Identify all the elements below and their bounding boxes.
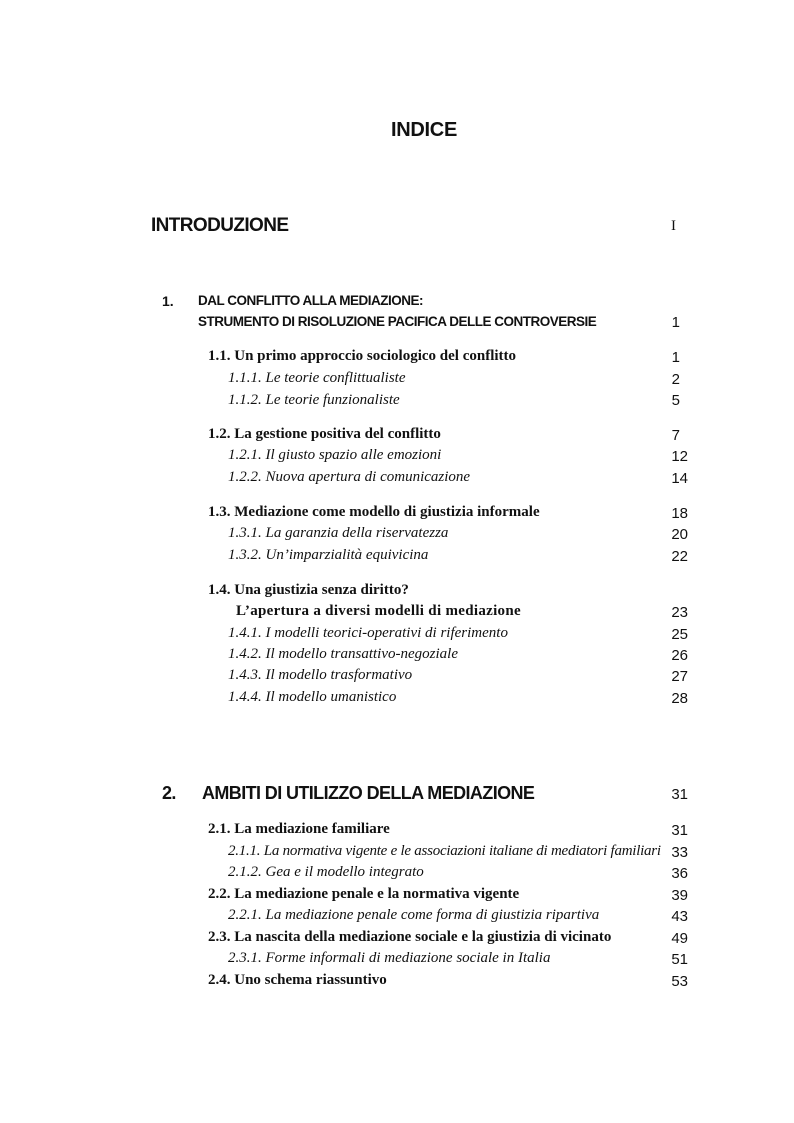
subsection-2-2-1[interactable]: 2.2.1. La mediazione penale come forma di giustizia ripartiva <box>228 907 600 923</box>
subsection-page: 33 <box>671 844 688 861</box>
subsection-page: 5 <box>671 392 680 409</box>
section-page: 18 <box>671 505 688 522</box>
subsection-1-4-1[interactable]: 1.4.1. I modelli teorici-operativi di riferimento <box>228 625 508 641</box>
section-2-1[interactable]: 2.1. La mediazione familiare <box>208 821 390 837</box>
section-page: 39 <box>671 887 688 904</box>
subsection-page: 12 <box>671 448 688 465</box>
section-1-1[interactable]: 1.1. Un primo approccio sociologico del conflitto <box>208 348 517 364</box>
subsection-2-1-2[interactable]: 2.1.2. Gea e il modello integrato <box>228 864 424 880</box>
subsection-2-3-1[interactable]: 2.3.1. Forme informali di mediazione sociale in Italia <box>228 950 551 966</box>
subsection-page: 36 <box>671 865 688 882</box>
subsection-page: 25 <box>671 626 688 643</box>
section-page: 31 <box>671 822 688 839</box>
chapter-2-page: 31 <box>671 786 688 803</box>
intro-label[interactable]: INTRODUZIONE <box>151 215 289 236</box>
subsection-1-1-2[interactable]: 1.1.2. Le teorie funzionaliste <box>228 392 400 408</box>
section-page: 23 <box>671 604 688 621</box>
subsection-1-2-1[interactable]: 1.2.1. Il giusto spazio alle emozioni <box>228 447 442 463</box>
subsection-page: 14 <box>671 470 688 487</box>
subsection-page: 51 <box>671 951 688 968</box>
chapter-2-title[interactable]: AMBITI DI UTILIZZO DELLA MEDIAZIONE <box>202 783 535 803</box>
section-1-2[interactable]: 1.2. La gestione positiva del conflitto <box>208 426 441 442</box>
section-page: 7 <box>671 427 680 444</box>
chapter-2-number: 2. <box>162 783 176 803</box>
subsection-1-4-2[interactable]: 1.4.2. Il modello transattivo-negoziale <box>228 646 458 662</box>
section-1-4-line2[interactable]: L’apertura a diversi modelli di mediazione <box>236 603 521 619</box>
subsection-1-3-1[interactable]: 1.3.1. La garanzia della riservatezza <box>228 525 449 541</box>
subsection-page: 22 <box>671 548 688 565</box>
page-title: INDICE <box>391 119 457 141</box>
section-page: 1 <box>671 349 680 366</box>
subsection-page: 20 <box>671 526 688 543</box>
subsection-2-1-1[interactable]: 2.1.1. La normativa vigente e le associazioni italiane di mediatori familiari <box>228 843 661 859</box>
chapter-1-number: 1. <box>162 293 174 309</box>
section-page: 53 <box>671 973 688 990</box>
section-2-2[interactable]: 2.2. La mediazione penale e la normativa vigente <box>208 886 520 902</box>
subsection-1-1-1[interactable]: 1.1.1. Le teorie conflittualiste <box>228 370 406 386</box>
section-1-4[interactable]: 1.4. Una giustizia senza diritto? <box>208 582 409 598</box>
subsection-1-4-3[interactable]: 1.4.3. Il modello trasformativo <box>228 667 413 683</box>
section-page: 49 <box>671 930 688 947</box>
subsection-page: 28 <box>671 690 688 707</box>
chapter-1-title-line2[interactable]: STRUMENTO DI RISOLUZIONE PACIFICA DELLE CONTROVERSIE <box>198 314 597 329</box>
section-1-3[interactable]: 1.3. Mediazione come modello di giustizia informale <box>208 504 540 520</box>
subsection-1-4-4[interactable]: 1.4.4. Il modello umanistico <box>228 689 397 705</box>
subsection-1-2-2[interactable]: 1.2.2. Nuova apertura di comunicazione <box>228 469 471 485</box>
subsection-page: 2 <box>671 371 680 388</box>
chapter-1-title-line1[interactable]: DAL CONFLITTO ALLA MEDIAZIONE: <box>198 293 423 308</box>
section-2-4[interactable]: 2.4. Uno schema riassuntivo <box>208 972 387 988</box>
subsection-1-3-2[interactable]: 1.3.2. Un’imparzialità equivicina <box>228 547 429 563</box>
intro-page: I <box>671 218 676 234</box>
subsection-page: 43 <box>671 908 688 925</box>
section-2-3[interactable]: 2.3. La nascita della mediazione sociale e la giustizia di vicinato <box>208 929 612 945</box>
subsection-page: 26 <box>671 647 688 664</box>
subsection-page: 27 <box>671 668 688 685</box>
chapter-1-page: 1 <box>671 314 680 331</box>
